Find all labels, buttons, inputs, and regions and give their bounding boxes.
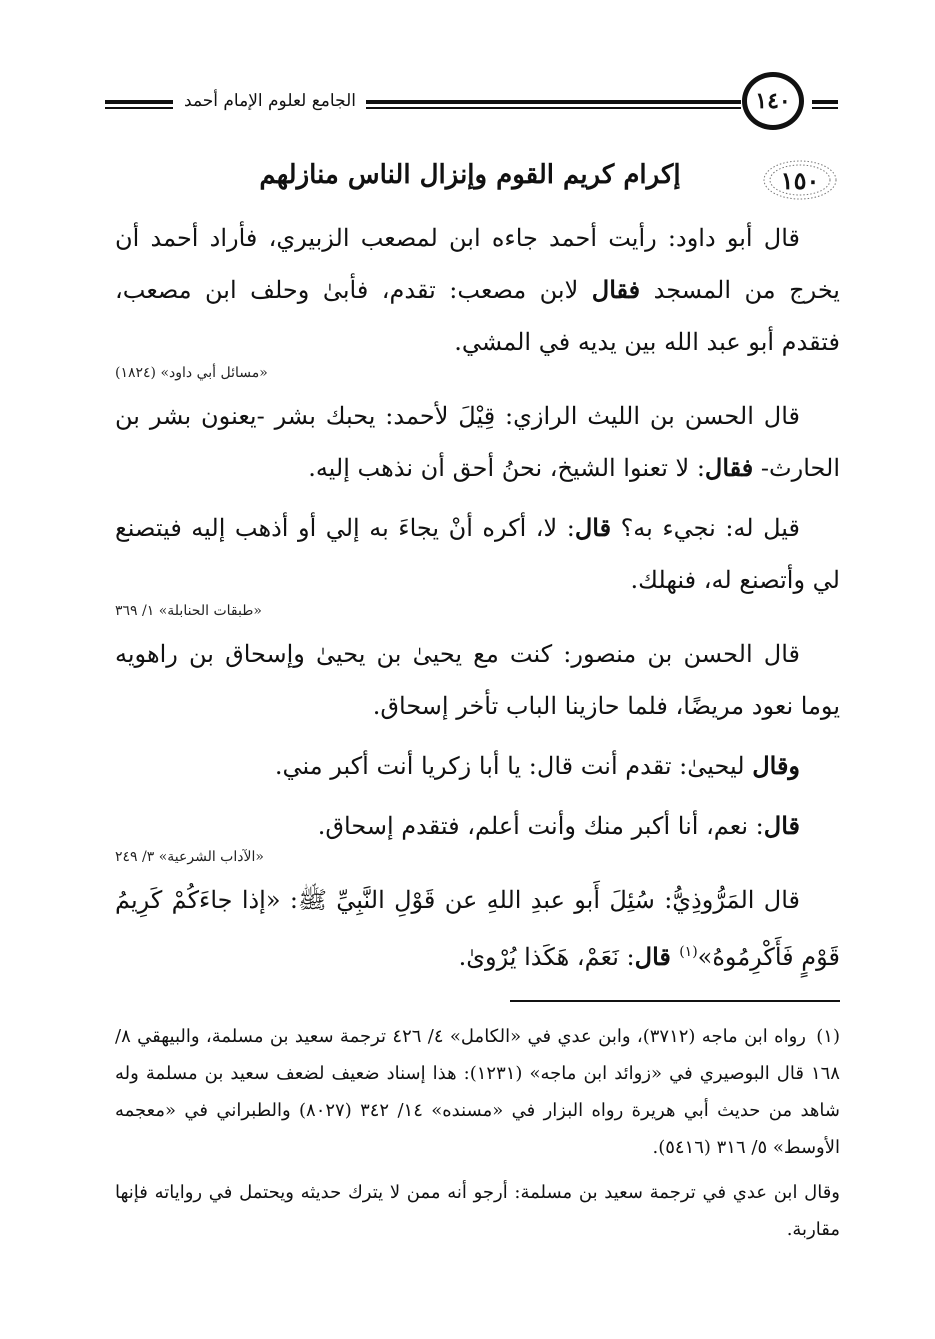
page-number-text: ١٤٠	[755, 88, 791, 114]
section-title: إكرام كريم القوم وإنزال الناس منازلهم	[259, 160, 681, 190]
main-text	[115, 212, 840, 983]
paragraph-3	[115, 502, 840, 606]
footnote-reference[interactable]: (١)	[679, 944, 698, 960]
footnote-divider	[510, 1000, 840, 1002]
paragraph-6	[115, 800, 840, 852]
page-number	[742, 72, 804, 130]
paragraph-2-bold: فقال	[704, 453, 754, 482]
section-number-ornament	[760, 158, 840, 202]
footnotes	[115, 1018, 840, 1248]
page-header	[0, 64, 935, 144]
paragraph-3-text-a: قيل له: نجيء به؟	[611, 514, 800, 542]
footnote-1-text: رواه ابن ماجه (٣٧١٢)، وابن عدي في «الكامل» ٤/ ٤٢٦ ترجمة سعيد بن مسلمة، والبيهقي ٨/ ١٦٨ قال البوصيري في «زوائد ابن ماجه» (١٢٣١): هذا إسناد ضعيف لضعف سعيد بن مسلمة وله شاهد من حديث أبي هريرة رواه البزار في «مسنده» ١٤/ ٣٤٢ (٨٠٢٧) والطبراني في «معجمه الأوسط» ٥/ ٣١٦ (٥٤١٦).	[115, 1026, 840, 1158]
paragraph-5-bold: وقال	[752, 751, 800, 780]
paragraph-4: قال الحسن بن منصور: كنت مع يحيىٰ بن يحيىٰ وإسحاق بن راهويه يوما نعود مريضًا، فلما حازينا الباب تأخر إسحاق.	[115, 640, 840, 720]
citation-2-text: «طبقات الحنابلة» ١/ ٣٦٩	[115, 603, 262, 619]
header-rule-right	[812, 100, 838, 109]
paragraph-2-text-b: : لا تعنوا الشيخ، نحنُ أحق أن نذهب إليه.	[308, 454, 705, 482]
paragraph-1-text-a: قال أبو داود: رأيت أحمد جاءه ابن لمصعب الزبيري، فأراد أحمد أن يخرج من المسجد	[115, 224, 840, 304]
paragraph-7	[115, 874, 840, 983]
paragraph-2-text-a: قال الحسن بن الليث الرازي: قِيْلَ لأحمد: يحبك بشر -يعنون بشر بن الحارث-	[115, 402, 840, 482]
paragraph-7-text-a: قال المَرُّوذِيُّ: سُئِلَ أَبو عبدِ اللهِ عن قَوْلِ النَّبِيِّ ﷺ: «إذا جاءَكُمْ كَرِيمُ قَوْمٍ فَأَكْرِمُوهُ»	[115, 886, 840, 971]
paragraph-6-bold: قال	[763, 811, 800, 840]
citation-3-text: «الآداب الشرعية» ٣/ ٢٤٩	[115, 849, 264, 865]
paragraph-5	[115, 740, 840, 792]
paragraph-7-text-b: : نَعَمْ، هَكَذا يُرْوىٰ.	[458, 943, 635, 971]
paragraph-1-bold: فقال	[591, 275, 641, 304]
paragraph-7-bold: قال	[634, 942, 680, 971]
paragraph-3-text-b: : لا، أكره أنْ يجاءَ به إلي أو أذهب إليه فيتصنع لي وأتصنع له، فنهلك.	[115, 514, 840, 594]
paragraph-6-text: : نعم، أنا أكبر منك وأنت أعلم، فتقدم إسحاق.	[317, 812, 764, 840]
citation-1-text: «مسائل أبي داود» (١٨٢٤)	[115, 365, 268, 381]
paragraph-3-bold: قال	[574, 513, 612, 542]
paragraph-5-text: ليحيىٰ: تقدم أنت قال: يا أبا زكريا أنت أكبر مني.	[274, 752, 753, 780]
footnote-1	[115, 1018, 840, 1166]
header-rule-middle	[366, 100, 741, 109]
paragraph-2	[115, 390, 840, 494]
running-title: الجامع لعلوم الإمام أحمد	[184, 91, 356, 111]
paragraph-1-text-b: لابن مصعب: تقدم، فأبىٰ وحلف ابن مصعب، فتقدم أبو عبد الله بين يديه في المشي.	[115, 276, 840, 356]
footnote-1-continued: وقال ابن عدي في ترجمة سعيد بن مسلمة: أرجو أنه ممن لا يترك حديثه ويحتمل في رواياته فإنها مقاربة.	[115, 1182, 840, 1240]
header-rule-left	[105, 100, 173, 109]
footnote-marker: (١)	[816, 1026, 840, 1047]
paragraph-1	[115, 212, 840, 368]
section-number-text: ١٥٠	[780, 165, 820, 195]
